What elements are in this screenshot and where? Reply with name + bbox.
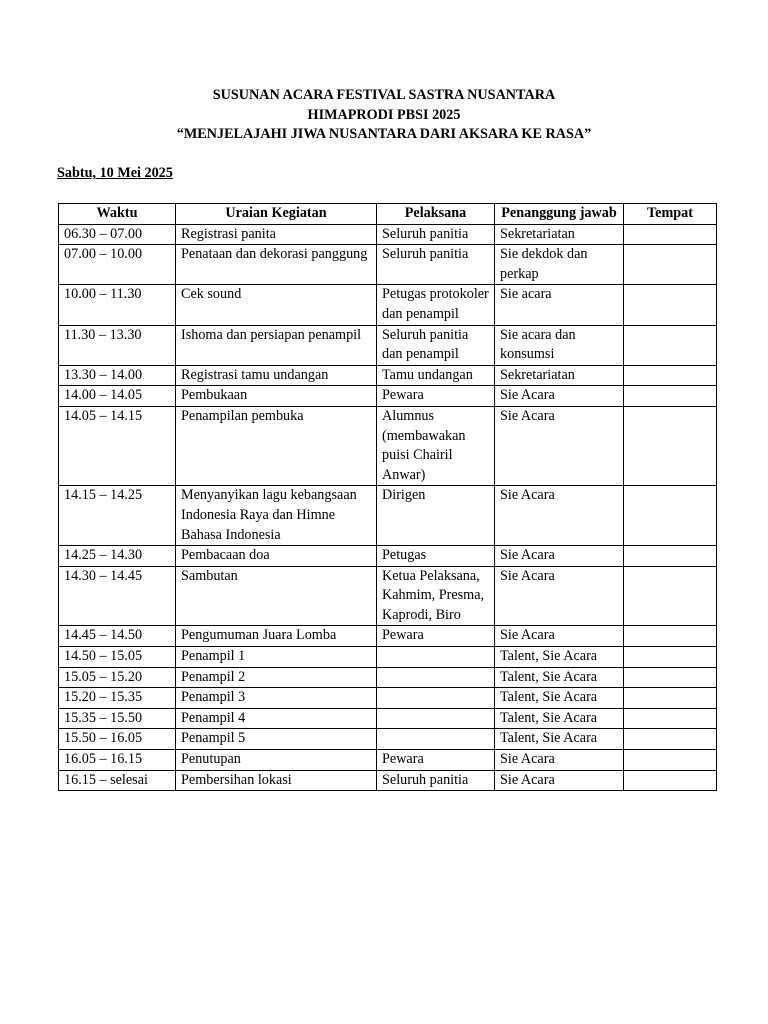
cell-uraian-kegiatan: Pengumuman Juara Lomba (176, 626, 377, 647)
cell-waktu: 15.35 – 15.50 (59, 708, 176, 729)
cell-pelaksana: Seluruh panitia (377, 224, 495, 245)
cell-waktu: 14.45 – 14.50 (59, 626, 176, 647)
cell-pelaksana: Alumnus (membawakan puisi Chairil Anwar) (377, 406, 495, 485)
table-row (59, 667, 717, 688)
cell-tempat (624, 486, 717, 546)
cell-pelaksana: Dirigen (377, 486, 495, 546)
cell-waktu: 16.05 – 16.15 (59, 750, 176, 771)
table-row (59, 647, 717, 668)
cell-tempat (624, 647, 717, 668)
cell-tempat (624, 729, 717, 750)
cell-waktu: 14.05 – 14.15 (59, 406, 176, 485)
table-row (59, 365, 717, 386)
title-line-3: “MENJELAJAHI JIWA NUSANTARA DARI AKSARA KE RASA” (176, 126, 592, 142)
cell-penanggung-jawab: Talent, Sie Acara (495, 729, 624, 750)
title-line-1: SUSUNAN ACARA FESTIVAL SASTRA NUSANTARA (212, 87, 556, 103)
cell-waktu: 06.30 – 07.00 (59, 224, 176, 245)
cell-uraian-kegiatan: Penataan dan dekorasi panggung (176, 245, 377, 285)
table-row (59, 285, 717, 325)
cell-pelaksana: Seluruh panitia (377, 770, 495, 791)
cell-penanggung-jawab: Sie dekdok dan perkap (495, 245, 624, 285)
cell-penanggung-jawab: Talent, Sie Acara (495, 647, 624, 668)
cell-penanggung-jawab: Sie Acara (495, 386, 624, 407)
cell-penanggung-jawab: Sie Acara (495, 770, 624, 791)
cell-penanggung-jawab: Sie Acara (495, 406, 624, 485)
cell-uraian-kegiatan: Penampil 1 (176, 647, 377, 668)
cell-pelaksana (377, 647, 495, 668)
cell-waktu: 10.00 – 11.30 (59, 285, 176, 325)
cell-penanggung-jawab: Sie Acara (495, 566, 624, 626)
cell-uraian-kegiatan: Menyanyikan lagu kebangsaan Indonesia Raya dan Himne Bahasa Indonesia (176, 486, 377, 546)
cell-penanggung-jawab: Sie Acara (495, 626, 624, 647)
schedule-table (58, 203, 717, 791)
table-row (59, 325, 717, 365)
cell-pelaksana: Pewara (377, 386, 495, 407)
cell-penanggung-jawab: Sie acara (495, 285, 624, 325)
table-row (59, 729, 717, 750)
date-heading: Sabtu, 10 Mei 2025 (57, 165, 173, 181)
cell-tempat (624, 750, 717, 771)
cell-uraian-kegiatan: Penampil 2 (176, 667, 377, 688)
cell-tempat (624, 770, 717, 791)
cell-waktu: 15.05 – 15.20 (59, 667, 176, 688)
cell-uraian-kegiatan: Sambutan (176, 566, 377, 626)
header-penanggung-jawab: Penanggung jawab (495, 204, 624, 225)
cell-penanggung-jawab: Talent, Sie Acara (495, 667, 624, 688)
table-row (59, 386, 717, 407)
cell-tempat (624, 386, 717, 407)
cell-waktu: 07.00 – 10.00 (59, 245, 176, 285)
cell-uraian-kegiatan: Pembersihan lokasi (176, 770, 377, 791)
table-row (59, 224, 717, 245)
table-row (59, 406, 717, 485)
schedule-table-body (59, 224, 717, 791)
cell-pelaksana: Petugas protokoler dan penampil (377, 285, 495, 325)
cell-uraian-kegiatan: Registrasi panita (176, 224, 377, 245)
cell-tempat (624, 546, 717, 567)
cell-penanggung-jawab: Sekretariatan (495, 224, 624, 245)
cell-waktu: 14.25 – 14.30 (59, 546, 176, 567)
cell-uraian-kegiatan: Penampilan pembuka (176, 406, 377, 485)
cell-tempat (624, 688, 717, 709)
cell-tempat (624, 224, 717, 245)
cell-pelaksana (377, 729, 495, 750)
cell-uraian-kegiatan: Penampil 5 (176, 729, 377, 750)
cell-pelaksana (377, 708, 495, 729)
cell-waktu: 15.20 – 15.35 (59, 688, 176, 709)
cell-tempat (624, 325, 717, 365)
cell-pelaksana (377, 688, 495, 709)
cell-penanggung-jawab: Sie acara dan konsumsi (495, 325, 624, 365)
header-tempat: Tempat (624, 204, 717, 225)
cell-waktu: 14.00 – 14.05 (59, 386, 176, 407)
cell-penanggung-jawab: Talent, Sie Acara (495, 708, 624, 729)
cell-waktu: 14.30 – 14.45 (59, 566, 176, 626)
table-row (59, 708, 717, 729)
header-waktu: Waktu (59, 204, 176, 225)
cell-tempat (624, 285, 717, 325)
table-row (59, 486, 717, 546)
cell-tempat (624, 406, 717, 485)
cell-uraian-kegiatan: Registrasi tamu undangan (176, 365, 377, 386)
cell-penanggung-jawab: Sie Acara (495, 750, 624, 771)
cell-tempat (624, 566, 717, 626)
cell-tempat (624, 245, 717, 285)
table-row (59, 688, 717, 709)
table-row (59, 626, 717, 647)
cell-uraian-kegiatan: Pembacaan doa (176, 546, 377, 567)
cell-pelaksana: Petugas (377, 546, 495, 567)
cell-pelaksana: Pewara (377, 750, 495, 771)
cell-tempat (624, 667, 717, 688)
cell-waktu: 11.30 – 13.30 (59, 325, 176, 365)
cell-pelaksana: Ketua Pelaksana, Kahmim, Presma, Kaprodi, Biro (377, 566, 495, 626)
header-pelaksana: Pelaksana (377, 204, 495, 225)
cell-pelaksana: Pewara (377, 626, 495, 647)
document-title (0, 86, 768, 145)
cell-pelaksana: Seluruh panitia dan penampil (377, 325, 495, 365)
cell-pelaksana: Tamu undangan (377, 365, 495, 386)
cell-uraian-kegiatan: Pembukaan (176, 386, 377, 407)
cell-pelaksana: Seluruh panitia (377, 245, 495, 285)
cell-waktu: 15.50 – 16.05 (59, 729, 176, 750)
cell-penanggung-jawab: Talent, Sie Acara (495, 688, 624, 709)
cell-uraian-kegiatan: Cek sound (176, 285, 377, 325)
cell-uraian-kegiatan: Penampil 3 (176, 688, 377, 709)
cell-tempat (624, 626, 717, 647)
table-row (59, 750, 717, 771)
cell-waktu: 16.15 – selesai (59, 770, 176, 791)
cell-penanggung-jawab: Sie Acara (495, 486, 624, 546)
table-header-row (59, 204, 717, 225)
cell-penanggung-jawab: Sekretariatan (495, 365, 624, 386)
cell-waktu: 14.50 – 15.05 (59, 647, 176, 668)
cell-tempat (624, 708, 717, 729)
cell-tempat (624, 365, 717, 386)
table-row (59, 566, 717, 626)
cell-uraian-kegiatan: Ishoma dan persiapan penampil (176, 325, 377, 365)
title-line-2: HIMAPRODI PBSI 2025 (307, 106, 461, 123)
cell-uraian-kegiatan: Penutupan (176, 750, 377, 771)
header-uraian-kegiatan: Uraian Kegiatan (176, 204, 377, 225)
cell-waktu: 14.15 – 14.25 (59, 486, 176, 546)
table-row (59, 245, 717, 285)
table-row (59, 546, 717, 567)
cell-penanggung-jawab: Sie Acara (495, 546, 624, 567)
cell-pelaksana (377, 667, 495, 688)
table-row (59, 770, 717, 791)
cell-waktu: 13.30 – 14.00 (59, 365, 176, 386)
cell-uraian-kegiatan: Penampil 4 (176, 708, 377, 729)
